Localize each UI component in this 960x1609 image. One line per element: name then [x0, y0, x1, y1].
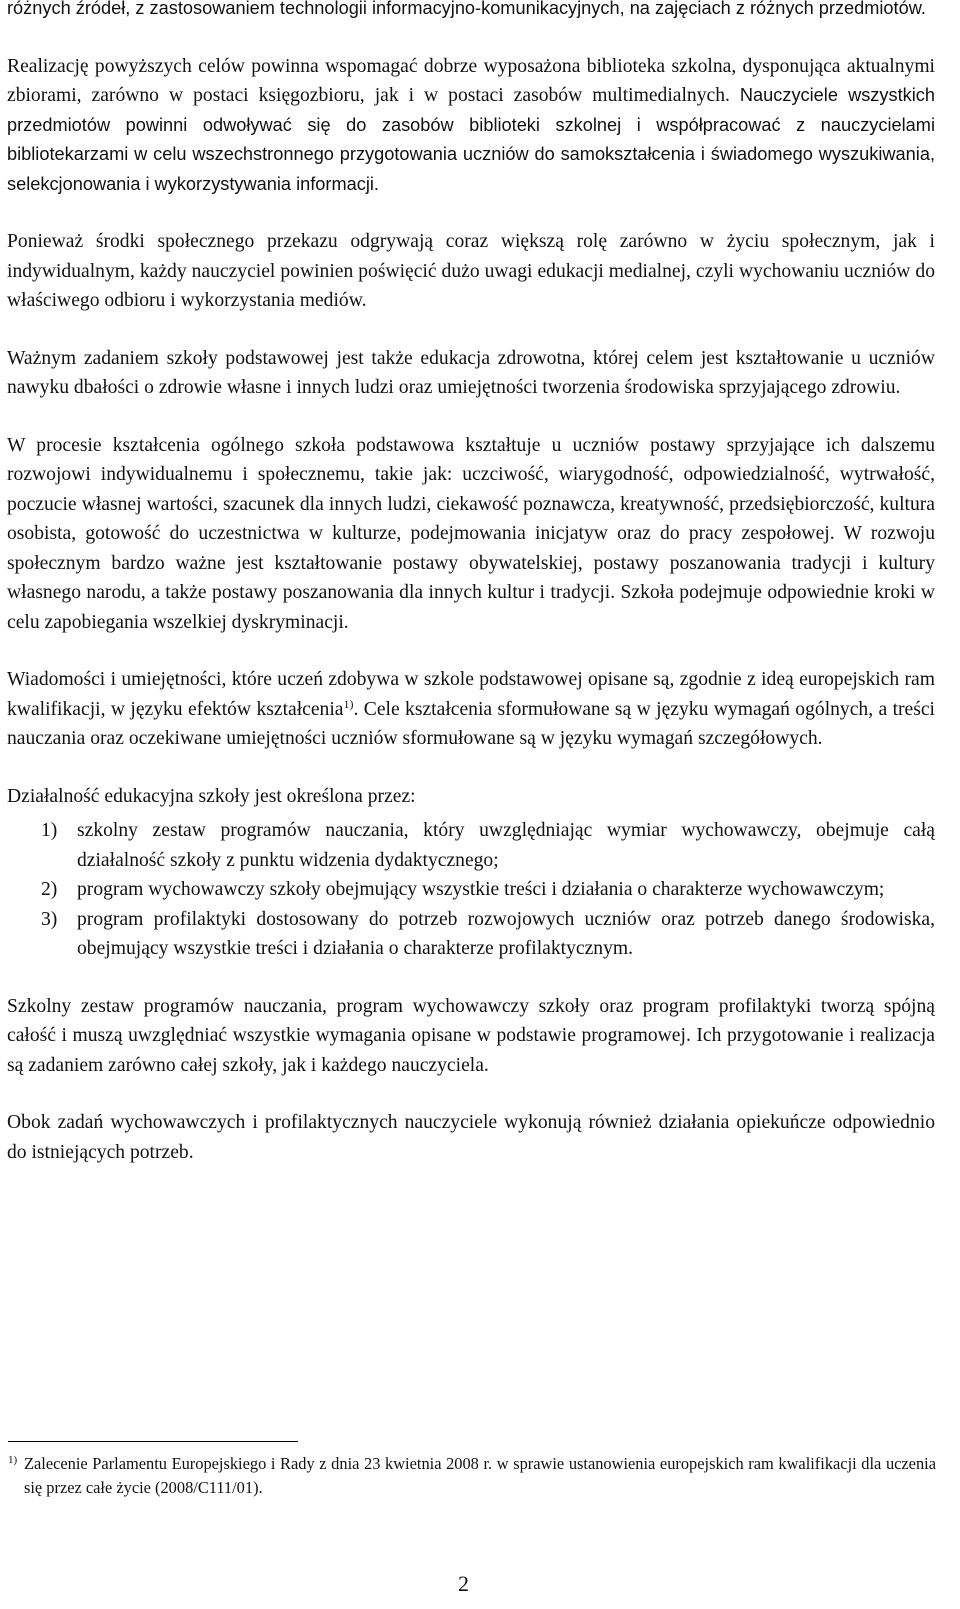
footnote-separator — [8, 1441, 298, 1442]
list-text: program profilaktyki dostosowany do potrzeb rozwojowych uczniów oraz potrzeb danego środowiska, obejmujący wszystkie treści i działania o charakterze profilaktycznym. — [77, 908, 935, 959]
list-item — [7, 875, 935, 905]
paragraph-gap — [7, 403, 935, 431]
paragraph-programs: Szkolny zestaw programów nauczania, program wychowawczy szkoły oraz program profilaktyki tworzą spójną całość i muszą uwzględniać wszystkie wymagania opisane w podstawie programowej. Ich przygotowanie i realizacja są zadaniem zarówno całej szkoły, jak i każdego nauczyciela. — [7, 995, 935, 1076]
paragraph-library-serif: Realizację powyższych celów powinna wspomagać dobrze wyposażona biblioteka szkolna, dysponująca aktualnymi zbiorami, zarówno w postaci księgozbioru, jak i w postaci zasobów multimedialnych. — [7, 55, 935, 106]
paragraph-library-sans: Nauczyciele wszystkich przedmiotów powinni odwoływać się do zasobów biblioteki szkolnej i współpracować z nauczycielami bibliotekarzami w celu wszechstronnego przygotowania uczniów do samokształcenia i świadomego wyszukiwania, selekcjonowania i wykorzystywania informacji. — [7, 85, 935, 194]
footnote — [8, 1452, 936, 1500]
paragraph-knowledge-after: . Cele kształcenia sformułowane są w języku wymagań ogólnych, a treści nauczania oraz oczekiwane umiejętności uczniów sformułowane są w języku wymagań szczegółowych. — [7, 698, 935, 749]
document-page — [7, 0, 935, 1167]
footnote-text: Zalecenie Parlamentu Europejskiego i Rady z dnia 23 kwietnia 2008 r. w sprawie ustanowienia europejskich ram kwalifikacji dla uczenia się przez całe życie (2008/C111/01). — [24, 1454, 936, 1497]
footnote-mark: 1) — [8, 1454, 18, 1466]
list-item — [7, 816, 935, 875]
paragraph-library — [7, 52, 935, 200]
list-number: 1) — [41, 820, 58, 841]
paragraph-gap — [7, 964, 935, 992]
paragraph-care: Obok zadań wychowawczych i profilaktycznych nauczyciele wykonują również działania opiekuńcze odpowiednio do istniejących potrzeb. — [7, 1112, 935, 1163]
paragraph-gap — [7, 24, 935, 52]
list-number: 2) — [41, 879, 58, 900]
paragraph-health: Ważnym zadaniem szkoły podstawowej jest także edukacja zdrowotna, której celem jest kształtowanie u uczniów nawyku dbałości o zdrowie własne i innych ludzi oraz umiejętności tworzenia środowiska sprzyjającego zdrowiu. — [7, 347, 935, 398]
activity-list — [7, 816, 935, 964]
paragraph-knowledge-before: Wiadomości i umiejętności, które uczeń zdobywa w szkole podstawowej opisane są, zgodnie z ideą europejskich ram kwalifikacji, w języku efektów kształcenia — [7, 669, 935, 720]
footnote-reference[interactable]: 1) — [343, 696, 354, 711]
paragraph-gap — [7, 316, 935, 344]
paragraph-activity-intro: Działalność edukacyjna szkoły jest określona przez: — [7, 785, 416, 807]
paragraph-media: Ponieważ środki społecznego przekazu odgrywają coraz większą rolę zarówno w życiu społecznym, jak i indywidualnym, każdy nauczyciel powinien poświęcić dużo uwagi edukacji medialnej, czyli wychowaniu uczniów do właściwego odbioru i wykorzystania mediów. — [7, 231, 935, 311]
list-item — [7, 905, 935, 964]
paragraph-knowledge — [7, 665, 935, 754]
paragraph-gap — [7, 754, 935, 782]
paragraph-gap — [7, 1080, 935, 1108]
list-text: program wychowawczy szkoły obejmujący wszystkie treści i działania o charakterze wychowawczym; — [77, 879, 885, 900]
paragraph-gap — [7, 199, 935, 227]
paragraph-continuation: różnych źródeł, z zastosowaniem technologii informacyjno-komunikacyjnych, na zajęciach z różnych przedmiotów. — [7, 0, 926, 18]
list-number: 3) — [41, 908, 58, 930]
page-number: 2 — [458, 1571, 469, 1596]
paragraph-attitudes: W procesie kształcenia ogólnego szkoła podstawowa kształtuje u uczniów postawy sprzyjające ich dalszemu rozwojowi indywidualnemu i społecznemu, takie jak: uczciwość, wiarygodność, odpowiedzialność, wytrwałość, poczucie własnej wartości, szacunek dla innych ludzi, ciekawość poznawcza, kreatywność, przedsiębiorczość, kultura osobista, gotowość do uczestnictwa w kulturze, podejmowania inicjatyw oraz do pracy zespołowej. W rozwoju społecznym bardzo ważne jest kształtowanie postawy obywatelskiej, postawy poszanowania tradycji i kultury własnego narodu, a także postawy poszanowania dla innych kultur i tradycji. Szkoła podejmuje odpowiednie kroki w celu zapobiegania wszelkiej dyskryminacji. — [7, 434, 935, 633]
paragraph-gap — [7, 637, 935, 665]
list-text: szkolny zestaw programów nauczania, który uwzględniając wymiar wychowawczy, obejmuje całą działalność szkoły z punktu widzenia dydaktycznego; — [77, 820, 935, 871]
